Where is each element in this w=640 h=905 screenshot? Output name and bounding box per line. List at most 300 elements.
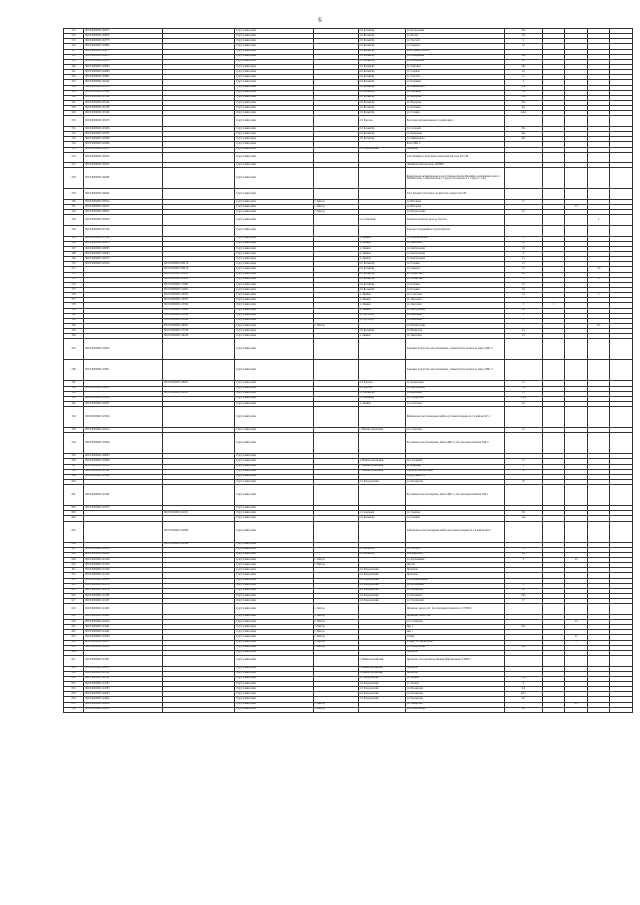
table-cell: 86:03:0000000:124176 (84, 583, 163, 588)
table-cell: 546 (64, 95, 84, 100)
table-row (64, 116, 633, 127)
table-cell: 86:03:0000000:121164 (84, 469, 163, 474)
table-cell: ул. Горького (405, 44, 504, 49)
table-cell: 554 (64, 142, 84, 147)
table-cell: г. Лянтор (313, 614, 358, 619)
table-cell: Сургутский район (234, 116, 313, 127)
table-cell: 86:03:0000000:107004 (84, 215, 163, 226)
table-cell: ул. Промышл. (405, 593, 504, 598)
table-cell (313, 339, 358, 360)
table-row (64, 360, 633, 381)
table-cell: 599 (64, 474, 84, 479)
table-cell: 86:03:0000000:107169 (84, 236, 163, 241)
table-cell: г. Лянтор (313, 635, 358, 640)
table-cell: Сургутский район (234, 277, 313, 282)
table-cell: мкр 1 (405, 630, 504, 635)
table-cell: пгт Белый Яр (358, 75, 405, 80)
table-cell: 86:03:0000000:124261 (84, 625, 163, 630)
table-cell: 19А (504, 95, 542, 100)
table-cell: ул. Кедровая (405, 464, 504, 469)
table-cell: Сургутский район (234, 147, 313, 152)
table-cell (504, 604, 542, 615)
table-cell (358, 226, 405, 237)
table-cell: Промзона (405, 147, 504, 152)
table-cell: 2 (565, 640, 587, 645)
table-cell (542, 407, 564, 428)
table-cell: Сургутский район (234, 54, 313, 59)
table-cell: 600 (64, 479, 84, 484)
table-cell: Сургутский район (234, 236, 313, 241)
table-cell (504, 168, 542, 189)
table-cell: 620 (64, 619, 84, 624)
table-cell (162, 360, 234, 381)
table-cell: 86:03:0000000:115597 (162, 298, 234, 303)
table-cell: 86:03:0000000:105848 (84, 137, 163, 142)
table-cell (313, 407, 358, 428)
table-cell: 611 (64, 568, 84, 573)
table-cell: 553 (64, 137, 84, 142)
table-cell: г. Лянтор (313, 625, 358, 630)
table-cell (565, 226, 587, 237)
table-cell: 628 (64, 666, 84, 671)
table-cell: г. Лянтор (313, 205, 358, 210)
table-cell (504, 152, 542, 163)
table-cell: 590 (64, 396, 84, 401)
table-cell: 585 (64, 339, 84, 360)
table-cell: 514 (64, 34, 84, 39)
table-cell: г. Лянтор (313, 630, 358, 635)
table-cell: 40/1 (504, 692, 542, 697)
table-cell: 549 (64, 111, 84, 116)
table-cell: ул. Набережная (405, 54, 504, 59)
table-row (64, 655, 633, 666)
table-cell: 25а (504, 126, 542, 131)
table-cell: Сургутский район (234, 635, 313, 640)
table-cell (313, 485, 358, 506)
table-cell: ул. Комсомольская (405, 236, 504, 241)
table-cell (565, 604, 587, 615)
table-cell (610, 152, 633, 163)
table-cell (565, 339, 587, 360)
table-cell: 570 (64, 262, 84, 267)
table-cell: 588 (64, 386, 84, 391)
table-cell: 76А (504, 29, 542, 34)
table-cell: 86:03:0000000:106524 (84, 200, 163, 205)
table-cell: Сургутский район (234, 39, 313, 44)
table-cell: 15 (504, 257, 542, 262)
table-cell: д. Лямина (358, 308, 405, 313)
table-cell: 516 (64, 44, 84, 49)
table-cell: ул. Пионерная (405, 687, 504, 692)
table-cell: ул. Строителей (405, 396, 504, 401)
table-cell: 28 (504, 707, 542, 712)
table-cell: ул. Заводская (405, 303, 504, 308)
table-cell (565, 655, 587, 666)
table-cell: Тайлаковское месторождение нефти, кустовая площадка № 3 в районе КП-1 (405, 521, 504, 542)
table-cell: г. Лянтор (313, 324, 358, 329)
table-cell: 581 (64, 318, 84, 323)
table-cell: 544 (64, 85, 84, 90)
table-cell (542, 604, 564, 615)
table-cell: Сургутский район (234, 163, 313, 168)
table-cell: 86:03:0000000:124780 (84, 671, 163, 676)
table-cell: Сургутский район (234, 464, 313, 469)
table-cell (587, 433, 609, 454)
table-cell: ул. Заводская (405, 298, 504, 303)
table-cell: 3/1 (565, 619, 587, 624)
table-cell: 631 (64, 681, 84, 686)
table-row (64, 433, 633, 454)
table-cell: 86:03:0000000:121976 (84, 506, 163, 511)
table-cell: 6 (504, 252, 542, 257)
table-cell: п Нижнесортымский (358, 671, 405, 676)
table-cell: 635 (64, 702, 84, 707)
table-cell (504, 215, 542, 226)
table-row (64, 485, 633, 506)
table-cell: 86:03:0000000:124241 (84, 614, 163, 619)
table-cell: ул. Маяковского (405, 85, 504, 90)
table-cell: 86:03:0000000:124822 (84, 697, 163, 702)
table-cell: 14 (504, 428, 542, 433)
table-cell (162, 215, 234, 226)
table-cell: пгт Федоровский (358, 479, 405, 484)
table-cell: 86:03:0000000:124295 (84, 645, 163, 650)
page-number: 6 (318, 16, 322, 24)
table-cell (565, 360, 587, 381)
table-cell: 86:03:0000000:124262 (84, 630, 163, 635)
table-cell: 548 (64, 106, 84, 111)
table-cell (313, 215, 358, 226)
table-cell: 86:03:0000000:108179 (162, 262, 234, 267)
table-cell: Линейная нефтепровода, ЦППН-1 (405, 163, 504, 168)
table-cell: 23а (504, 85, 542, 90)
table-cell: Сургутский ЛЭС (405, 474, 504, 479)
table-cell: 3б (504, 588, 542, 593)
table-cell (504, 521, 542, 542)
table-cell: 556 (64, 152, 84, 163)
table-cell: 4АА (504, 111, 542, 116)
table-cell: 519 (64, 59, 84, 64)
table-cell: 86:03:0000000:108179 (162, 267, 234, 272)
table-cell: Зельевые-Сургутское месторождение, открытая база промысла, район ДНС-2 (405, 339, 504, 360)
table-cell (504, 189, 542, 200)
table-cell: Сургутский район (234, 200, 313, 205)
table-cell: 86:03:0000000:124832 (84, 707, 163, 712)
table-cell (610, 339, 633, 360)
table-cell: 86:03:0000000:105198 (84, 106, 163, 111)
table-cell: пгт Белый Яр (358, 39, 405, 44)
table-cell: ул. Назаргалеева (405, 324, 504, 329)
table-cell: 10 мкр (405, 635, 504, 640)
table-row (64, 215, 633, 226)
table-cell: Сургутский район (234, 339, 313, 360)
table-cell (162, 485, 234, 506)
table-cell (313, 360, 358, 381)
table-cell: 596 (64, 459, 84, 464)
table-cell: Сургутский район (234, 29, 313, 34)
table-cell (542, 707, 564, 712)
table-cell (542, 655, 564, 666)
table-cell: Рябиновское месторождение нефти, кустовая площадка № 1 в районе КУ-1 (405, 407, 504, 428)
table-cell: пгт Белый Яр (358, 100, 405, 105)
table-cell: п Солнечный (358, 396, 405, 401)
table-cell (313, 655, 358, 666)
table-cell: Сургутский район (234, 396, 313, 401)
table-cell: 86:03:0000000:124254 (84, 619, 163, 624)
table-cell: д. Лямина (358, 402, 405, 407)
table-cell: Русскинское месторождение, район ДНС-1, база производственная УДР-1 (405, 485, 504, 506)
table-cell: 4/4 (504, 645, 542, 650)
table-cell: 10 мкр, ул. Магистраль (405, 640, 504, 645)
table-cell: 86:03:0000000:106335 (84, 152, 163, 163)
table-cell (587, 152, 609, 163)
table-cell: 624 (64, 640, 84, 645)
table-cell: 86:03:0000000:124781 (84, 676, 163, 681)
table-cell: Сургутский район (234, 282, 313, 287)
table-cell: 559 (64, 189, 84, 200)
table-cell: 625 (64, 645, 84, 650)
table-cell: ул. Назаргалеева (405, 707, 504, 712)
table-cell: Сургутский район (234, 593, 313, 598)
table-cell: 568 (64, 252, 84, 257)
table-cell: пгт Белый Яр (358, 106, 405, 111)
table-cell: 1/1 (504, 381, 542, 386)
table-row (64, 707, 633, 712)
table-cell: ул. Кузнецова (405, 132, 504, 137)
table-cell: Сургутский район (234, 324, 313, 329)
table-cell: мкр 8А (405, 563, 504, 568)
table-cell (565, 707, 587, 712)
table-cell: Сургутский район (234, 360, 313, 381)
table-cell: 86:03:0000000:119942 (162, 381, 234, 386)
table-cell (358, 604, 405, 615)
table-cell: 627 (64, 655, 84, 666)
table-cell: Сургутский район (234, 568, 313, 573)
table-cell: Сургутский район (234, 521, 313, 542)
table-cell: 578 (64, 303, 84, 308)
table-cell: ул. Набережная (405, 59, 504, 64)
table-cell: пгт Федоровский (358, 573, 405, 578)
table-cell: Сургутский район (234, 189, 313, 200)
table-cell: 86:03:0000000:104678 (84, 34, 163, 39)
table-cell: 4А (504, 106, 542, 111)
table-cell: 561 (64, 205, 84, 210)
table-cell: 4/3 (587, 324, 609, 329)
table-cell: пер. Таежный (405, 459, 504, 464)
table-cell: 6 (504, 681, 542, 686)
table-row (64, 521, 633, 542)
table-cell: Сургутский район (234, 70, 313, 75)
table-cell (542, 189, 564, 200)
table-cell: 86:03:0000000:104971 (84, 49, 163, 54)
table-cell: Узел линейного подогрева в межселенной зоне, КУ-196 (405, 152, 504, 163)
table-cell: Сургутский район (234, 573, 313, 578)
table-cell: пгт Белый Яр (358, 59, 405, 64)
table-cell: 61б (504, 625, 542, 630)
table-cell: пгт Белый Яр (358, 29, 405, 34)
table-cell: 598 (64, 469, 84, 474)
table-cell: 34/2 (504, 593, 542, 598)
table-cell: 86:03:0000000:106494 (84, 189, 163, 200)
table-cell: 3 (504, 80, 542, 85)
table-cell (162, 604, 234, 615)
table-cell (358, 168, 405, 189)
table-cell: 86:03:0000000:108085 (84, 246, 163, 251)
table-cell: 615 (64, 588, 84, 593)
table-cell: Зона месторождений и Сургутнефтегаз (405, 226, 504, 237)
table-cell (542, 521, 564, 542)
table-cell: 513 (64, 29, 84, 34)
table-cell: 15 (504, 262, 542, 267)
table-cell: Сургутский район (234, 215, 313, 226)
table-cell: ул. Сосновая (405, 126, 504, 131)
table-cell: пгт Белый Яр (358, 80, 405, 85)
table-cell: 610 (64, 563, 84, 568)
table-cell (162, 168, 234, 189)
table-cell (313, 168, 358, 189)
table-cell: Сургутский район (234, 676, 313, 681)
table-cell: пгт Федоровский (358, 681, 405, 686)
table-cell (162, 152, 234, 163)
table-cell (504, 655, 542, 666)
table-cell: пгт Федоровский (358, 568, 405, 573)
table-cell: 616 (64, 593, 84, 598)
table-cell: ул. Ленина (405, 676, 504, 681)
table-cell (610, 215, 633, 226)
table-cell: ул. Заводская (405, 334, 504, 339)
table-cell: 15Д (504, 676, 542, 681)
table-cell: Сургутский район (234, 599, 313, 604)
table-cell: д. Угут-Ягун (358, 318, 405, 323)
table-cell: 86:03:0000000:105966 (84, 142, 163, 147)
table-cell (587, 360, 609, 381)
table-cell: 17 (504, 459, 542, 464)
table-cell: 86:03:0000000:104969 (84, 44, 163, 49)
table-cell: ул. Пионерная (405, 588, 504, 593)
table-cell: пгт Белый Яр (358, 90, 405, 95)
table-cell: п Солнечный (358, 511, 405, 516)
table-cell: Сургутский район (234, 142, 313, 147)
table-cell: пгт Белый Яр (358, 516, 405, 521)
table-cell: Промзона (405, 666, 504, 671)
table-cell: 541 (64, 70, 84, 75)
table-cell: д. Лямина (358, 236, 405, 241)
table-cell: Сургутский район (234, 313, 313, 318)
table-cell (565, 215, 587, 226)
table-cell: Промзона, проезд 4/1, база производственная № 1 СУБР-8 (405, 604, 504, 615)
table-cell: ул. Строителей (405, 599, 504, 604)
table-cell: Сургутский район (234, 604, 313, 615)
table-cell: г. Лянтор (313, 563, 358, 568)
table-cell: пгт Федоровский (358, 599, 405, 604)
table-cell (542, 339, 564, 360)
table-cell: Сургутский район (234, 386, 313, 391)
table-cell: Сургутский район (234, 640, 313, 645)
table-cell (610, 407, 633, 428)
table-cell: ул. Пионерная (405, 692, 504, 697)
table-cell (162, 433, 234, 454)
table-cell: 86:03:0000000:124186 (84, 593, 163, 598)
table-cell: 86:03:0000000:117798 (162, 329, 234, 334)
table-cell: ул. Некрасова (405, 552, 504, 557)
table-cell: 86:03:0000000:124187 (84, 599, 163, 604)
table-cell: пгт Белый Яр (358, 288, 405, 293)
table-cell: пс Солнечный (358, 215, 405, 226)
table-cell (313, 189, 358, 200)
table-cell: Промзона, база производственная Нефтеразведка СУБР-5 (405, 655, 504, 666)
table-cell: п. Нижнесортымский (358, 655, 405, 666)
table-cell: 551 (64, 126, 84, 131)
table-cell: Сургутский район (234, 329, 313, 334)
table-row (64, 152, 633, 163)
table-cell: 86:03:0000000:120696 (84, 459, 163, 464)
table-cell: 605 (64, 521, 84, 542)
table-cell: пгт Белый Яр (358, 547, 405, 552)
table-cell: 86:03:0000000:116081 (162, 324, 234, 329)
cadastral-table (63, 28, 633, 713)
table-cell (542, 485, 564, 506)
table-cell: 26 (504, 246, 542, 251)
table-cell: 565 (64, 236, 84, 241)
table-cell: 1 (542, 303, 564, 308)
table-cell: ул. Сибирская (405, 702, 504, 707)
table-cell: ул. Садовая (405, 70, 504, 75)
table-cell: 574 (64, 282, 84, 287)
table-cell (504, 407, 542, 428)
table-cell: 86:03:0000000:121070 (84, 464, 163, 469)
table-cell: д. Лямина (358, 257, 405, 262)
table-cell: 566 (64, 241, 84, 246)
table-cell (162, 116, 234, 127)
table-cell: 86:03:0000000:122660 (84, 552, 163, 557)
table-cell: 86:03:0000000:124783 (84, 681, 163, 686)
table-cell: 12а (504, 54, 542, 59)
table-cell: 614 (64, 583, 84, 588)
table-cell: п Нижнесортымский (358, 666, 405, 671)
table-cell: ул. Московская (405, 583, 504, 588)
table-cell (504, 485, 542, 506)
table-cell: ул. Федорова (405, 95, 504, 100)
table-cell: Промзона, база СУБР (405, 614, 504, 619)
table-cell: 86:03:0000000:119851 (84, 360, 163, 381)
table-cell (542, 226, 564, 237)
table-cell: 591 (64, 402, 84, 407)
table-cell: 14 (504, 241, 542, 246)
table-cell: Сургутский район (234, 619, 313, 624)
table-cell: пгт Белый Яр (358, 282, 405, 287)
table-cell: 24а (504, 64, 542, 69)
table-cell (542, 215, 564, 226)
table-cell: 5 (587, 293, 609, 298)
table-cell: 86:03:0000000:124158 (84, 568, 163, 573)
table-cell: 14 (504, 386, 542, 391)
table-cell: 86:03:0000000:106921 (84, 210, 163, 215)
table-cell: 86:03:0000000:115598 (162, 303, 234, 308)
table-cell: 86:03:0000000:124830 (84, 702, 163, 707)
table-cell: 86:03:0000000:115614 (162, 313, 234, 318)
table-cell: Сургутский район (234, 578, 313, 583)
table-cell: 622 (64, 630, 84, 635)
table-cell: ул. Толстого (405, 547, 504, 552)
table-cell: пгт Барсово (358, 381, 405, 386)
table-cell: 86:03:0000000:124205 (84, 604, 163, 615)
table-cell: 86:03:0000000:120626 (84, 433, 163, 454)
table-cell: Сургутский район (234, 252, 313, 257)
table-cell: ул. Салманова (405, 619, 504, 624)
table-cell: ул. Советская (405, 293, 504, 298)
table-cell: 630 (64, 676, 84, 681)
table-cell: 46 (504, 272, 542, 277)
